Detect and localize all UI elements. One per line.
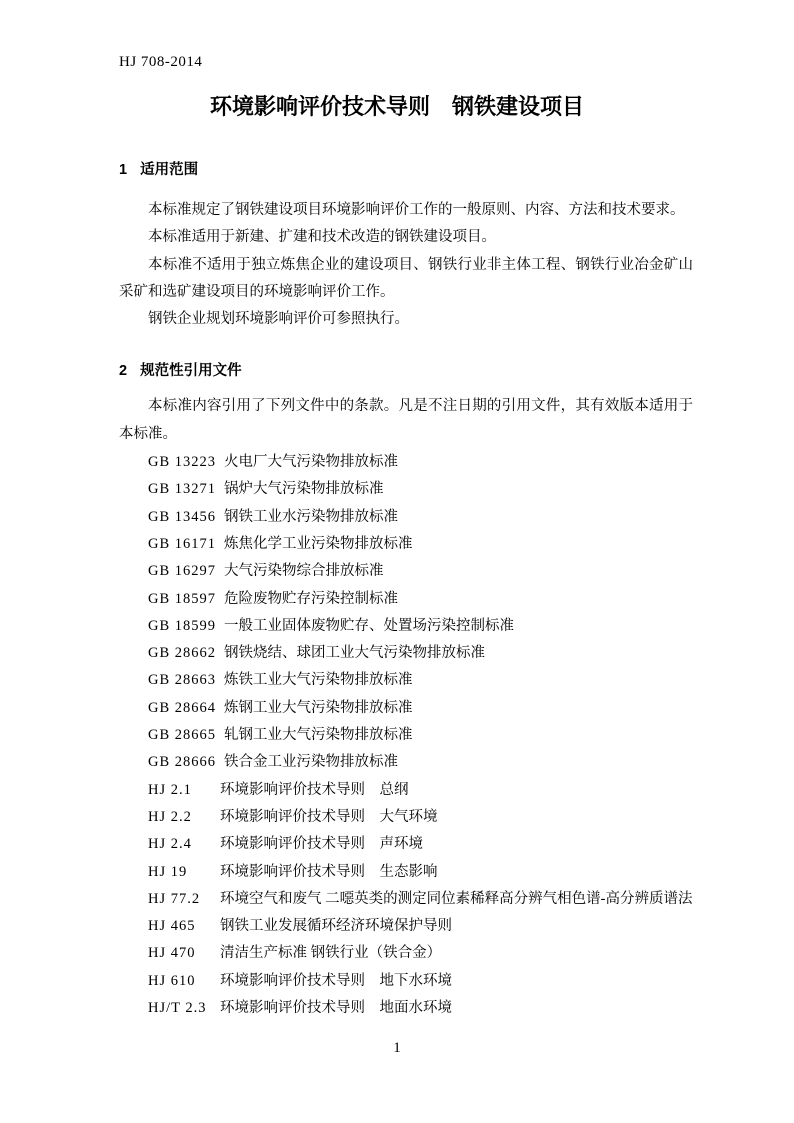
reference-title: 炼钢工业大气污染物排放标准 [224, 699, 413, 716]
reference-code: GB 18599 [148, 617, 217, 634]
reference-item [148, 886, 794, 913]
reference-code: HJ 465 [148, 918, 196, 935]
reference-item [148, 859, 794, 886]
section-1-number: 1 [119, 162, 128, 178]
reference-code: HJ 19 [148, 863, 188, 880]
reference-title: 炼焦化学工业污染物排放标准 [224, 535, 413, 552]
reference-item [148, 558, 794, 585]
paragraph: 钢铁企业规划环境影响评价可参照执行。 [148, 311, 409, 328]
reference-item [148, 968, 794, 995]
reference-code: HJ 2.1 [148, 781, 192, 798]
reference-item [148, 749, 794, 776]
reference-code: HJ 610 [148, 972, 196, 989]
reference-code: GB 13456 [148, 508, 217, 525]
reference-title: 钢铁工业发展循环经济环境保护导则 [220, 918, 452, 935]
reference-code: HJ 470 [148, 945, 196, 962]
section-2-title: 规范性引用文件 [140, 363, 242, 380]
intro-paragraph: 本标准内容引用了下列文件中的条款。凡是不注日期的引用文件，其有效版本适用于本标准。 [119, 398, 693, 442]
document-title [0, 92, 794, 122]
paragraph: 本标准不适用于独立炼焦企业的建设项目、钢铁行业非主体工程、钢铁行业冶金矿山采矿和选矿建设项目的环境影响评价工作。 [119, 256, 693, 300]
reference-item [148, 476, 794, 503]
paragraph: 本标准适用于新建、扩建和技术改造的钢铁建设项目。 [148, 229, 496, 246]
reference-title: 环境影响评价技术导则 生态影响 [220, 863, 438, 880]
reference-code: GB 18597 [148, 590, 217, 607]
reference-title: 环境影响评价技术导则 地下水环境 [220, 972, 452, 989]
reference-title: 钢铁工业水污染物排放标准 [224, 508, 399, 525]
reference-title: 大气污染物综合排放标准 [224, 563, 384, 580]
reference-code: GB 13271 [148, 481, 217, 498]
reference-item [148, 995, 794, 1022]
reference-item [148, 449, 794, 476]
reference-item [148, 695, 794, 722]
reference-title: 一般工业固体废物贮存、处置场污染控制标准 [224, 617, 515, 634]
page-number: 1 [393, 1040, 401, 1056]
reference-title: 环境影响评价技术导则 地面水环境 [220, 1000, 452, 1017]
section-2-intro [119, 393, 693, 448]
reference-code: GB 28662 [148, 645, 217, 662]
reference-code: GB 13223 [148, 454, 217, 471]
reference-code: GB 28664 [148, 699, 217, 716]
reference-item [148, 613, 794, 640]
reference-title: 铁合金工业污染物排放标准 [224, 754, 399, 771]
standard-code-header: HJ 708-2014 [119, 54, 203, 70]
reference-title: 环境影响评价技术导则 总纲 [220, 781, 409, 798]
section-1-body [119, 197, 693, 333]
reference-item [148, 804, 794, 831]
section-2-heading [119, 361, 794, 381]
reference-item [148, 722, 794, 749]
reference-title: 环境影响评价技术导则 声环境 [220, 836, 423, 853]
reference-item [148, 531, 794, 558]
section-1-title: 适用范围 [140, 162, 199, 178]
reference-code: HJ 2.4 [148, 836, 192, 853]
reference-code: GB 16297 [148, 563, 217, 580]
reference-item [148, 504, 794, 531]
reference-item [148, 940, 794, 967]
section-2-number: 2 [119, 363, 128, 380]
reference-title: 炼铁工业大气污染物排放标准 [224, 672, 413, 689]
reference-title: 锅炉大气污染物排放标准 [224, 481, 384, 498]
reference-code: GB 28663 [148, 672, 217, 689]
reference-title: 危险废物贮存污染控制标准 [224, 590, 399, 607]
reference-title: 轧钢工业大气污染物排放标准 [224, 727, 413, 744]
reference-code: HJ 77.2 [148, 890, 201, 907]
reference-code: GB 16171 [148, 535, 217, 552]
references-list [119, 449, 794, 1022]
reference-title: 钢铁烧结、球团工业大气污染物排放标准 [224, 645, 486, 662]
document-title-main: 环境影响评价技术导则 [209, 94, 430, 119]
reference-code: GB 28666 [148, 754, 217, 771]
reference-item [148, 831, 794, 858]
document-title-sub: 钢铁建设项目 [452, 94, 585, 119]
reference-item [148, 640, 794, 667]
reference-title: 环境空气和废气 二噁英类的测定同位素稀释高分辨气相色谱-高分辨质谱法 [220, 890, 693, 907]
reference-code: HJ/T 2.3 [148, 1000, 207, 1017]
reference-title: 清洁生产标准 钢铁行业（铁合金） [220, 945, 442, 962]
reference-item [148, 777, 794, 804]
reference-item [148, 667, 794, 694]
reference-title: 环境影响评价技术导则 大气环境 [220, 808, 438, 825]
reference-title: 火电厂大气污染物排放标准 [224, 454, 399, 471]
reference-item [148, 586, 794, 613]
reference-code: HJ 2.2 [148, 808, 192, 825]
section-1-heading [119, 160, 794, 180]
reference-item [148, 913, 794, 940]
reference-code: GB 28665 [148, 727, 217, 744]
paragraph: 本标准规定了钢铁建设项目环境影响评价工作的一般原则、内容、方法和技术要求。 [148, 202, 685, 218]
